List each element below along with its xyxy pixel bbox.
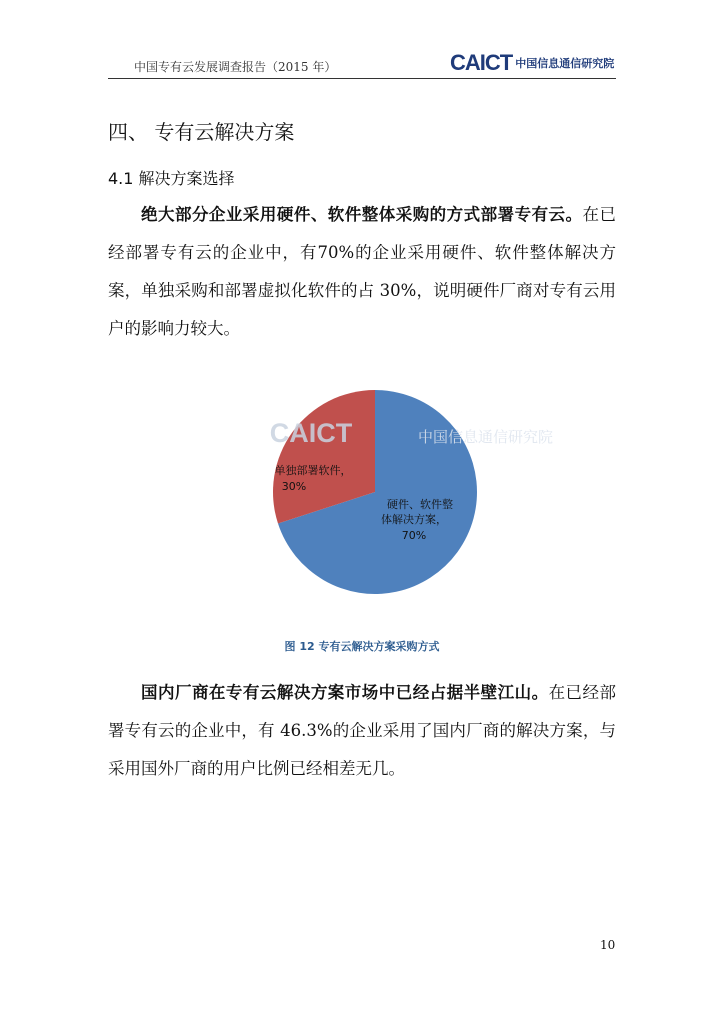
paragraph-2 [108, 674, 616, 788]
paragraph-lead: 绝大部分企业采用硬件、软件整体采购的方式部署专有云。 [141, 205, 583, 224]
paragraph-text: 在已经部署专有云的企业中，有70%的企业采用硬件、软件整体解决方案，单独采购和部署虚拟化软件的占 30%，说明硬件厂商对专有云用户的影响力较大。 [108, 205, 617, 338]
section-title: 四、 专有云解决方案 [108, 120, 295, 144]
figure-caption: 图 12 专有云解决方案采购方式 [284, 640, 440, 653]
slice-label-hardware-software-2: 体解决方案， [381, 513, 447, 526]
paragraph-text: 在已经部署专有云的企业中，有 46.3%的企业采用了国内厂商的解决方案，与采用国外厂商的用户比例已经相差无几。 [108, 683, 617, 778]
watermark-en: CAICT [269, 418, 353, 448]
header-title: 中国专有云发展调查报告（2015 年） [134, 60, 337, 74]
slice-pct-software-only: 30% [281, 480, 307, 493]
subsection-title: 4.1 解决方案选择 [108, 169, 235, 188]
logo-cn: 中国信息通信研究院 [515, 57, 615, 70]
page-number: 10 [600, 938, 616, 952]
watermark-cn: 中国信息通信研究院 [418, 428, 554, 446]
logo-en: CAICT [450, 50, 513, 75]
slice-label-hardware-software-1: 硬件、软件整 [387, 498, 453, 511]
slice-pct-hardware-software: 70% [401, 529, 427, 542]
paragraph-lead: 国内厂商在专有云解决方案市场中已经占据半壁江山。 [141, 683, 549, 702]
slice-label-software-only: 单独部署软件， [274, 464, 352, 477]
